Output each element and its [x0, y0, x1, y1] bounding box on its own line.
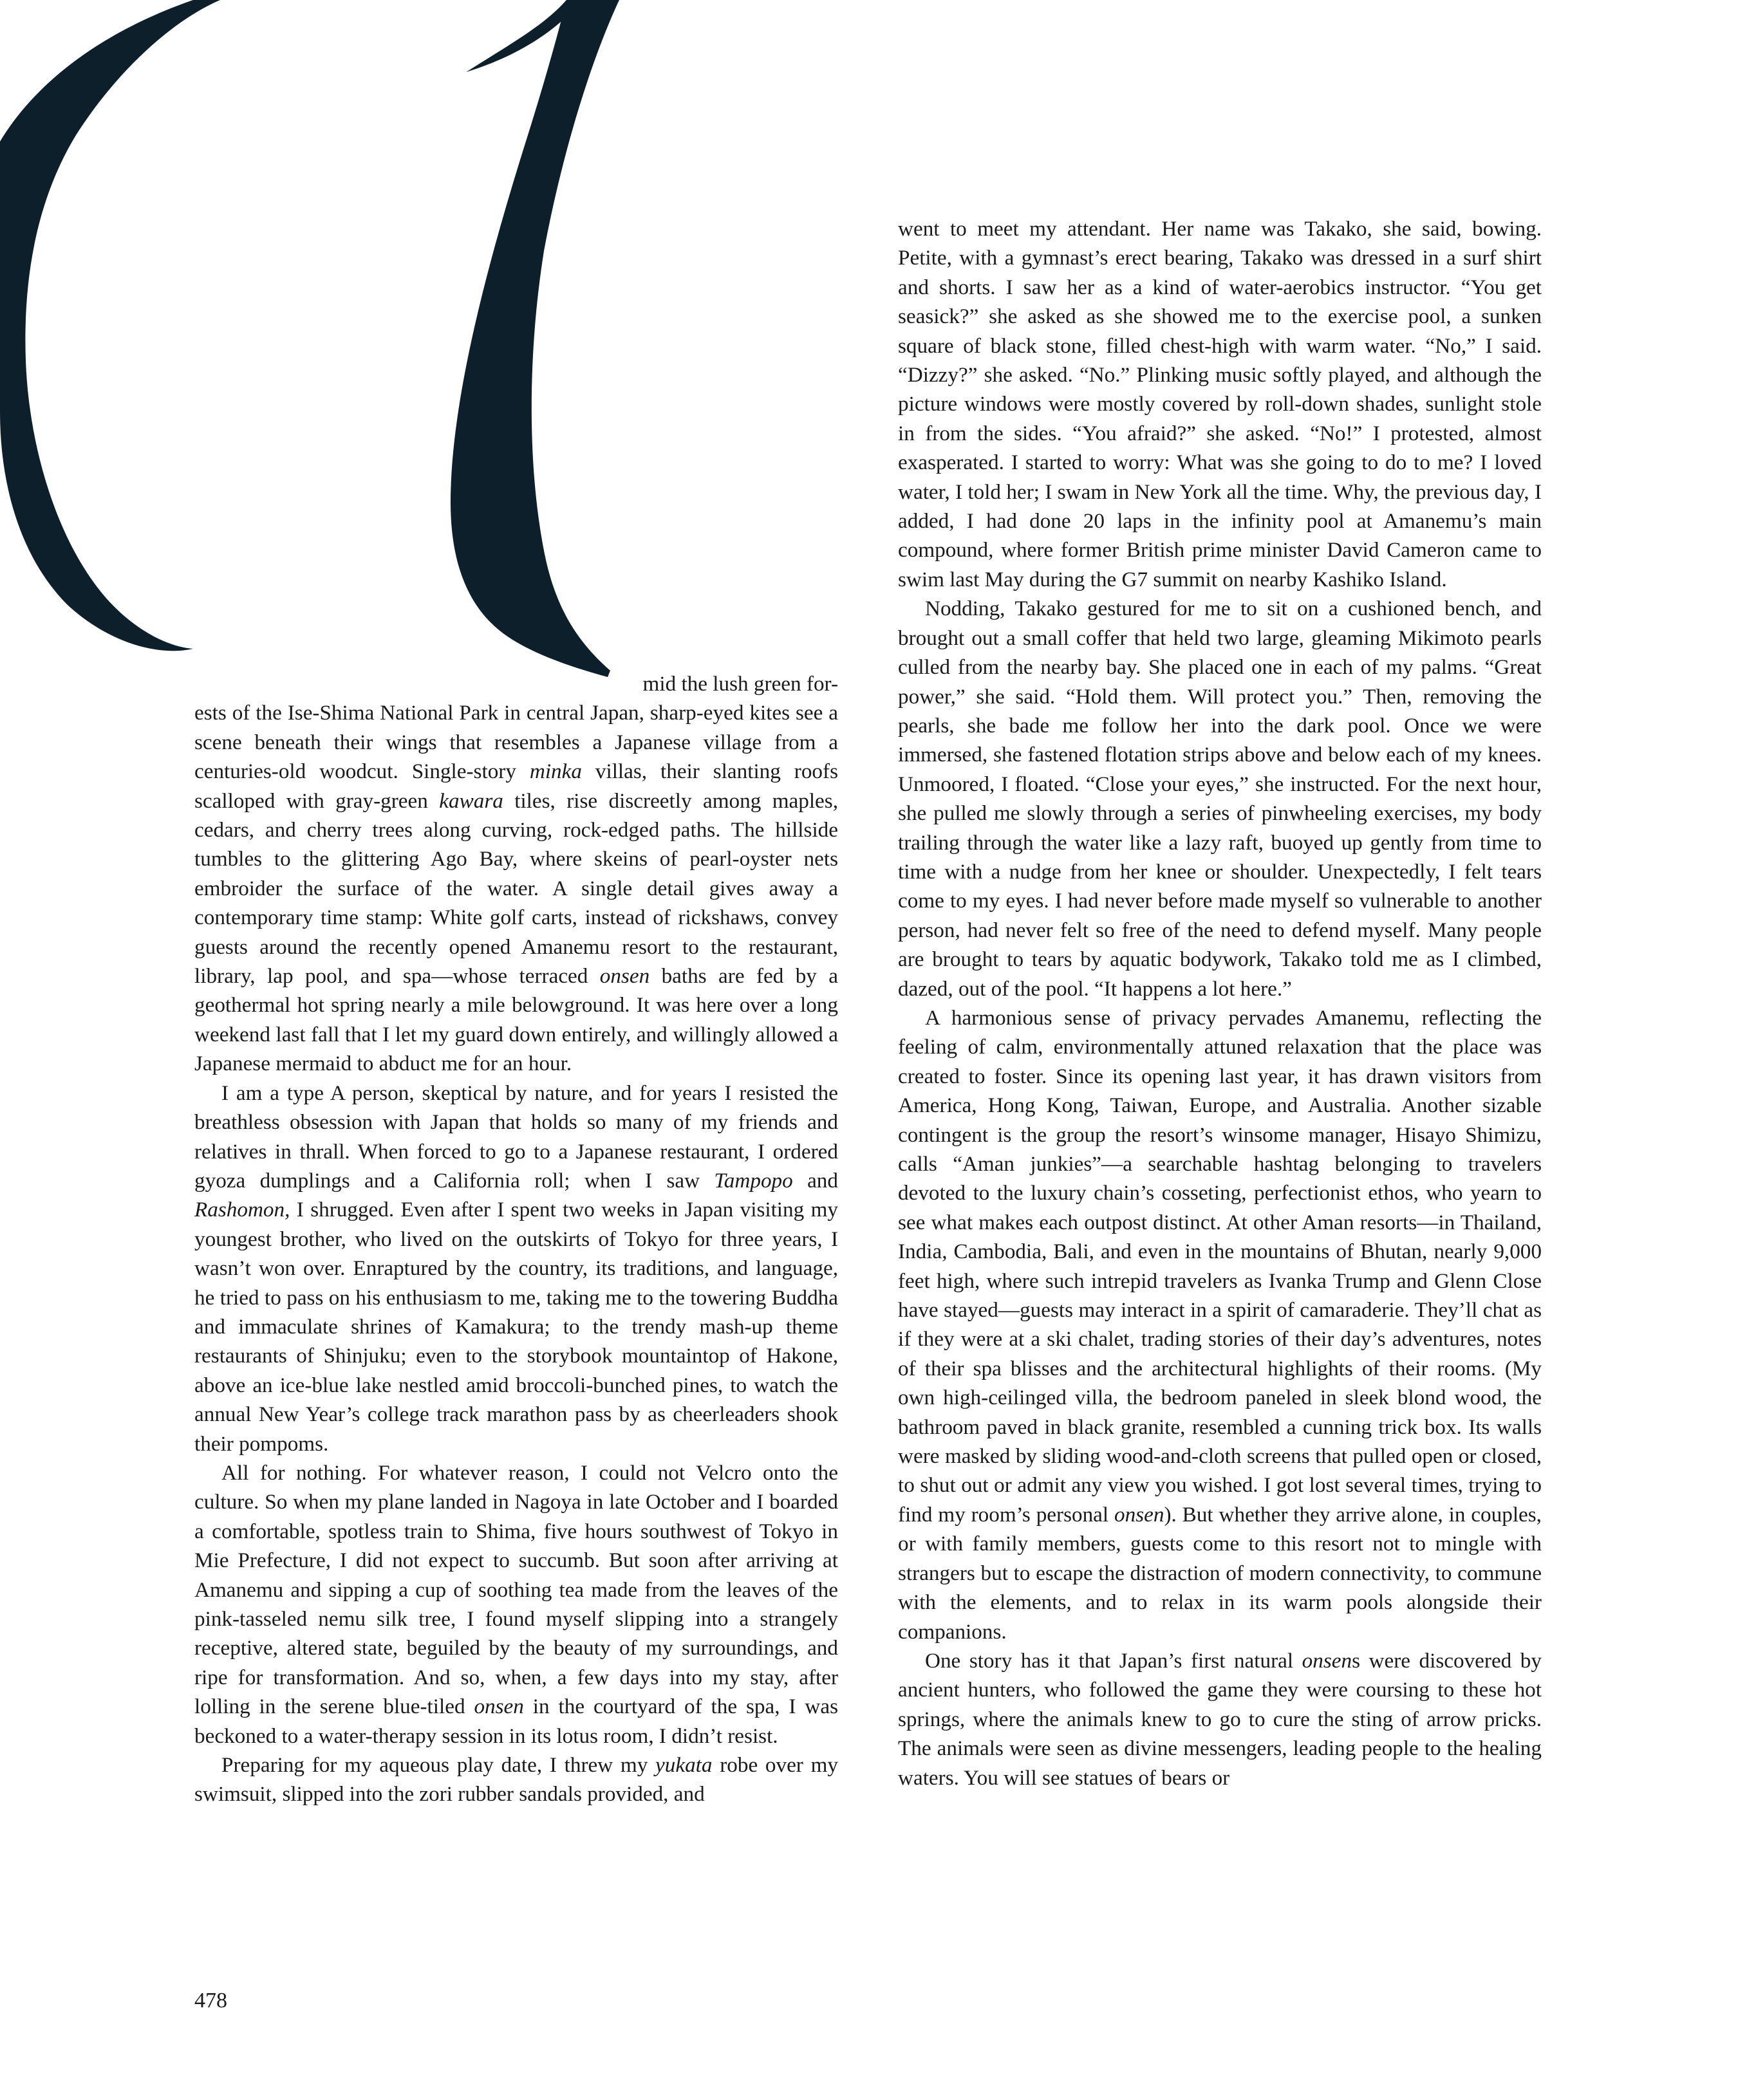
- italic-term: onsen: [1302, 1648, 1352, 1673]
- lead-text: villas, their slanting roofs scalloped with gray-green: [194, 759, 838, 813]
- body-text: A harmonious sense of privacy pervades Amanemu, reflecting the feeling of calm, environmentally attuned relaxation that the place was created to foster. Since its opening last year, it has drawn visitors from America, Hong Kong, Taiwan, Europe, and Australia. Another sizable contingent is the group the resort’s winsome manager, Hisayo Shimizu, calls “Aman junkies”—a searchable hashtag belonging to travelers devoted to the luxury chain’s cosseting, perfectionist ethos, who yearn to see what makes each outpost distinct. At other Aman resorts—in Thailand, India, Cambodia, Bali, and even in the mountains of Bhutan, nearly 9,000 feet high, where such intrepid travelers as Ivanka Trump and Glenn Close have stayed—guests may interact in a spirit of camaraderie. They’ll chat as if they were at a ski chalet, trading stories of their day’s adventures, notes of their spa blisses and the architectural highlights of their rooms. (My own high-ceilinged villa, the bedroom paneled in sleek blond wood, the bathroom paved in black granite, resembled a cunning trick box. Its walls were masked by sliding wood-and-cloth screens that pulled open or closed, to shut out or admit any view you wished. I got lost several times, trying to find my room’s personal: [898, 1005, 1542, 1527]
- body-paragraph-continued: went to meet my attendant. Her name was Takako, she said, bowing. Petite, with a gymnast’s erect bearing, Takako was dressed in a surf shirt and shorts. I saw her as a kind of water-aerobics instructor. “You get seasick?” she asked as she showed me to the exercise pool, a sunken square of black stone, filled chest-high with warm water. “No,” I said. “Dizzy?” she asked. “No.” Plinking music softly played, and although the picture windows were mostly covered by roll-down shades, sunlight stole in from the sides. “You afraid?” she asked. “No!” I protested, almost exasperated. I started to worry: What was she going to do to me? I loved water, I told her; I swam in New York all the time. Why, the previous day, I added, I had done 20 laps in the infinity pool at Amanemu’s main compound, where former British prime minister David Cameron came to swim last May during the G7 summit on nearby Kashiko Island.: [898, 217, 1542, 591]
- article-column-right: [898, 214, 1542, 1792]
- body-text: I am a type A person, skeptical by nature, and for years I resisted the breathless obsession with Japan that holds so many of my friends and relatives in thrall. When forced to go to a Japanese restaurant, I ordered gyoza dumplings and a California roll; when I saw: [194, 1081, 838, 1193]
- drop-cap-letter-a-icon: [0, 0, 644, 702]
- body-paragraph: [194, 1751, 838, 1809]
- lead-text: ests of the Ise-Shima National Park in central Japan, sharp-eyed kites see a scene beneath their wings that resembles a Japanese village from a centuries-old woodcut. Single-story: [194, 701, 838, 784]
- body-text: and: [792, 1168, 838, 1193]
- drop-cap-bowl: [0, 0, 220, 651]
- body-paragraph: Nodding, Takako gestured for me to sit on a cushioned bench, and brought out a small coffer that held two large, gleaming Mikimoto pearls culled from the nearby bay. She placed one in each of my palms. “Great power,” she said. “Hold them. Will protect you.” Then, removing the pearls, she bade me follow her into the dark pool. Once we were immersed, she fastened flotation strips above and below each of my knees. Unmoored, I floated. “Close your eyes,” she instructed. For the next hour, she pulled me slowly through a series of pinwheeling exercises, my body trailing through the water like a lazy raft, buoyed up gently from time to time with a nudge from her knee or shoulder. Unexpectedly, I felt tears come to my eyes. I had never before made myself so vulnerable to another person, had never felt so free of the need to defend myself. Many people are brought to tears by aquatic bodywork, Takako told me as I climbed, dazed, out of the pool. “It happens a lot here.”: [898, 597, 1542, 1001]
- body-text: All for nothing. For whatever reason, I could not Velcro onto the culture. So when my plane landed in Nagoya in late October and I boarded a comfortable, spotless train to Shima, five hours southwest of Tokyo in Mie Prefecture, I did not expect to succumb. But soon after arriving at Amanemu and sipping a cup of soothing tea made from the leaves of the pink-tasseled nemu silk tree, I found myself slipping into a strangely receptive, altered state, beguiled by the beauty of my surroundings, and ripe for transformation. And so, when, a few days into my stay, after lolling in the serene blue-tiled: [194, 1460, 838, 1719]
- italic-term: kawara: [439, 788, 503, 813]
- italic-term: onsen: [599, 964, 650, 989]
- italic-title: Tampopo: [714, 1168, 793, 1193]
- drop-cap-stem: [451, 0, 619, 677]
- lead-text: tiles, rise discreetly among maples, cedars, and cherry trees along curving, rock-edged paths. The hillside tumbles to the glittering Ago Bay, where skeins of pearl-oyster nets embroider the surface of the water. A single detail gives away a contemporary time stamp: White golf carts, instead of rickshaws, convey guests around the recently opened Amanemu resort to the restaurant, library, lap pool, and spa—whose terraced: [194, 788, 838, 989]
- italic-term: onsen: [474, 1695, 524, 1719]
- body-text: Preparing for my aqueous play date, I threw my: [221, 1753, 656, 1778]
- body-text: robe over my swimsuit, slipped into the zori rubber sandals provided, and: [194, 1753, 838, 1807]
- body-text: s were discovered by ancient hunters, who followed the game they were coursing to these hot springs, where the animals knew to go to cure the sting of arrow pricks. The animals were seen as divine messengers, leading people to the healing waters. You will see statues of bears or: [898, 1648, 1542, 1790]
- body-text: in the courtyard of the spa, I was beckoned to a water-therapy session in its lotus room, I didn’t resist.: [194, 1695, 838, 1748]
- italic-title: Rashomon,: [194, 1198, 290, 1222]
- lead-first-line: mid the lush green for-: [642, 672, 838, 696]
- lead-paragraph: [194, 669, 838, 1079]
- italic-term: minka: [529, 759, 582, 784]
- body-paragraph: [898, 1003, 1542, 1646]
- body-paragraph: [898, 1646, 1542, 1792]
- italic-term: onsen: [1114, 1502, 1164, 1527]
- body-text: One story has it that Japan’s first natural: [925, 1648, 1302, 1673]
- body-text: I shrugged. Even after I spent two weeks in Japan visiting my youngest brother, who lived on the outskirts of Tokyo for three years, I wasn’t won over. Enraptured by the country, its traditions, and language, he tried to pass on his enthusiasm to me, taking me to the towering Buddha and immaculate shrines of Kamakura; to the trendy mash-up theme restaurants of Shinjuku; even to the storybook mountaintop of Hakone, above an ice-blue lake nestled amid broccoli-bunched pines, to watch the annual New Year’s college track marathon pass by as cheerleaders shook their pompoms.: [194, 1198, 838, 1456]
- page-number: 478: [194, 1989, 227, 2012]
- body-paragraph: [194, 1458, 838, 1751]
- italic-term: yukata: [655, 1753, 713, 1778]
- article-column-left: [194, 669, 838, 1809]
- body-paragraph: [194, 1079, 838, 1458]
- lead-text: baths are fed by a geothermal hot spring nearly a mile belowground. It was here over a long weekend last fall that I let my guard down entirely, and willingly allowed a Japanese mermaid to abduct me for an hour.: [194, 964, 839, 1076]
- body-text: ). But whether they arrive alone, in couples, or with family members, guests come to this resort not to mingle with strangers but to escape the distraction of modern connectivity, to commune with the elements, and to relax in its warm pools alongside their companions.: [898, 1502, 1542, 1644]
